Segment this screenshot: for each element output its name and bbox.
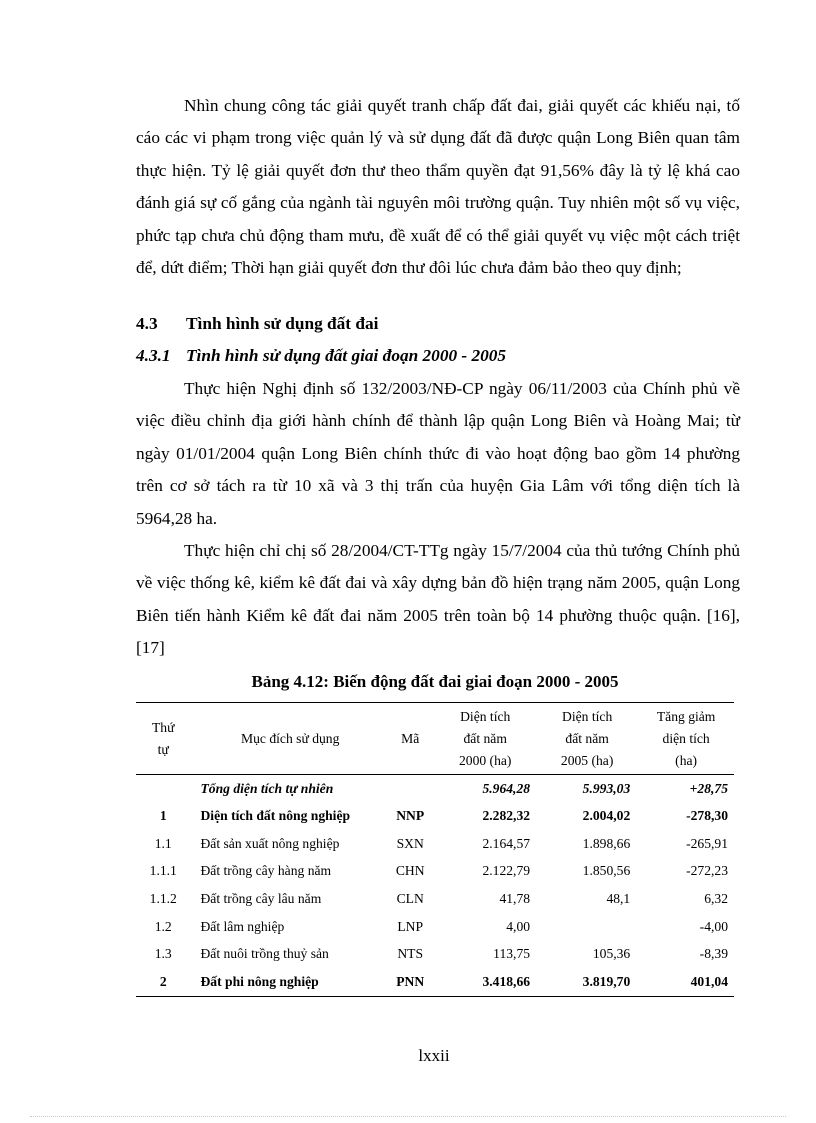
paragraph-text: Thực hiện Nghị định số 132/2003/NĐ-CP ngày 06/11/2003 của Chính phủ về việc điều chỉnh địa giới hành chính để thành lập quận Long Biên và Hoàng Mai; từ ngày 01/01/2004 quận Long Biên chính thức đi vào hoạt động bao gồm 14 phường trên cơ sở tách ra từ 10 xã và 3 thị trấn của huyện Gia Lâm với tổng diện tích là 5964,28 ha.: [136, 379, 740, 528]
cell-order: 1.1.1: [149, 863, 177, 879]
header-area-2005: Diện tích đất năm 2005 (ha): [560, 708, 614, 768]
cell-area-2000: 2.122,79: [482, 863, 531, 879]
paragraph-dispute-resolution: [136, 90, 740, 284]
cell-order: 1.1.2: [149, 891, 177, 907]
cell-area-2000: 113,75: [493, 946, 531, 962]
cell-change: -8,39: [699, 946, 728, 962]
subsection-heading-4-3-1: [136, 344, 506, 368]
cell-area-2000: 2.164,57: [482, 835, 531, 851]
land-change-table: [136, 702, 734, 997]
cell-code: CLN: [396, 891, 424, 907]
cell-area-2005: 48,1: [606, 891, 631, 907]
section-number: 4.3: [136, 314, 158, 333]
cell-area-2000: 5.964,28: [482, 780, 531, 796]
cell-code: NTS: [397, 946, 424, 962]
cell-area-2005: 105,36: [592, 946, 631, 962]
cell-change: -278,30: [686, 808, 728, 824]
table-row: [136, 830, 734, 858]
table-header-row: [136, 703, 734, 775]
cell-area-2005: 1.898,66: [582, 835, 631, 851]
table-row: [136, 802, 734, 830]
paragraph-decree: [136, 373, 740, 535]
cell-change: +28,75: [689, 780, 728, 796]
table-row-total: [136, 775, 734, 803]
paragraph-text: Nhìn chung công tác giải quyết tranh chấp đất đai, giải quyết các khiếu nại, tố cáo các vi phạm trong việc quản lý và sử dụng đất đã được quận Long Biên quan tâm thực hiện. Tỷ lệ giải quyết đơn thư theo thẩm quyền đạt 91,56% đây là tỷ lệ khá cao đánh giá sự cố gắng của ngành tài nguyên môi trường quận. Tuy nhiên một số vụ việc, phức tạp chưa chủ động tham mưu, đề xuất để có thể giải quyết vụ việc một cách triệt để, dứt điểm; Thời hạn giải quyết đơn thư đôi lúc chưa đảm bảo theo quy định;: [136, 96, 740, 278]
cell-area-2005: 3.819,70: [582, 973, 631, 989]
cell-area-2005: [542, 913, 642, 941]
table-row: [136, 968, 734, 996]
cell-code: CHN: [395, 863, 425, 879]
cell-area-2005: 2.004,02: [582, 808, 631, 824]
cell-order: 1: [159, 808, 167, 824]
subsection-title: Tình hình sử dụng đất giai đoạn 2000 - 2005: [186, 346, 507, 365]
header-order: Thứ tự: [152, 719, 175, 757]
cell-purpose: Đất phi nông nghiệp: [200, 973, 319, 989]
cell-change: -265,91: [686, 835, 728, 851]
cell-code: PNN: [396, 973, 425, 989]
cell-change: -4,00: [699, 918, 728, 934]
footer-divider: [30, 1116, 786, 1117]
paragraph-text: Thực hiện chỉ chị số 28/2004/CT-TTg ngày 15/7/2004 của thủ tướng Chính phủ về việc thống kê, kiểm kê đất đai và xây dựng bản đồ hiện trạng năm 2005, quận Long Biên tiến hành Kiểm kê đất đai năm 2005 trên toàn bộ 14 phường thuộc quận. [16], [17]: [136, 541, 740, 658]
section-title: Tình hình sử dụng đất đai: [186, 314, 379, 333]
paragraph-directive: [136, 535, 740, 665]
table-row: [136, 913, 734, 941]
cell-code: [382, 775, 438, 803]
table-caption: Bảng 4.12: Biến động đất đai giai đoạn 2000 - 2005: [251, 672, 619, 691]
cell-code: SXN: [396, 835, 424, 851]
cell-order: [136, 775, 190, 803]
cell-change: 6,32: [704, 891, 728, 907]
cell-purpose: Đất sản xuất nông nghiệp: [200, 835, 340, 851]
cell-area-2000: 3.418,66: [482, 973, 531, 989]
cell-area-2005: 5.993,03: [582, 780, 631, 796]
header-area-2000: Diện tích đất năm 2000 (ha): [458, 708, 512, 768]
table-row: [136, 885, 734, 913]
table-row: [136, 941, 734, 969]
section-heading-4-3: [136, 312, 378, 336]
cell-area-2000: 4,00: [506, 918, 531, 934]
cell-purpose: Tổng diện tích tự nhiên: [200, 780, 334, 796]
cell-order: 1.1: [154, 835, 172, 851]
cell-purpose: Đất trồng cây lâu năm: [200, 891, 322, 907]
cell-code: LNP: [397, 918, 424, 934]
cell-change: -272,23: [686, 863, 728, 879]
cell-code: NNP: [396, 808, 425, 824]
cell-order: 1.2: [154, 918, 172, 934]
cell-order: 2: [159, 973, 167, 989]
cell-purpose: Đất lâm nghiệp: [200, 918, 285, 934]
table-row: [136, 858, 734, 886]
cell-purpose: Diện tích đất nông nghiệp: [200, 808, 351, 824]
header-purpose: Mục đích sử dụng: [241, 730, 340, 746]
cell-purpose: Đất trồng cây hàng năm: [200, 863, 332, 879]
subsection-number: 4.3.1: [136, 346, 171, 365]
cell-area-2000: 41,78: [499, 891, 531, 907]
header-change: Tăng giảm diện tích (ha): [656, 708, 716, 768]
cell-area-2000: 2.282,32: [482, 808, 531, 824]
page-number: lxxii: [418, 1046, 450, 1065]
cell-area-2005: 1.850,56: [582, 863, 631, 879]
cell-change: 401,04: [690, 973, 728, 989]
cell-purpose: Đất nuôi trồng thuỷ sản: [200, 946, 329, 962]
header-code: Mã: [401, 730, 420, 746]
cell-order: 1.3: [154, 946, 172, 962]
